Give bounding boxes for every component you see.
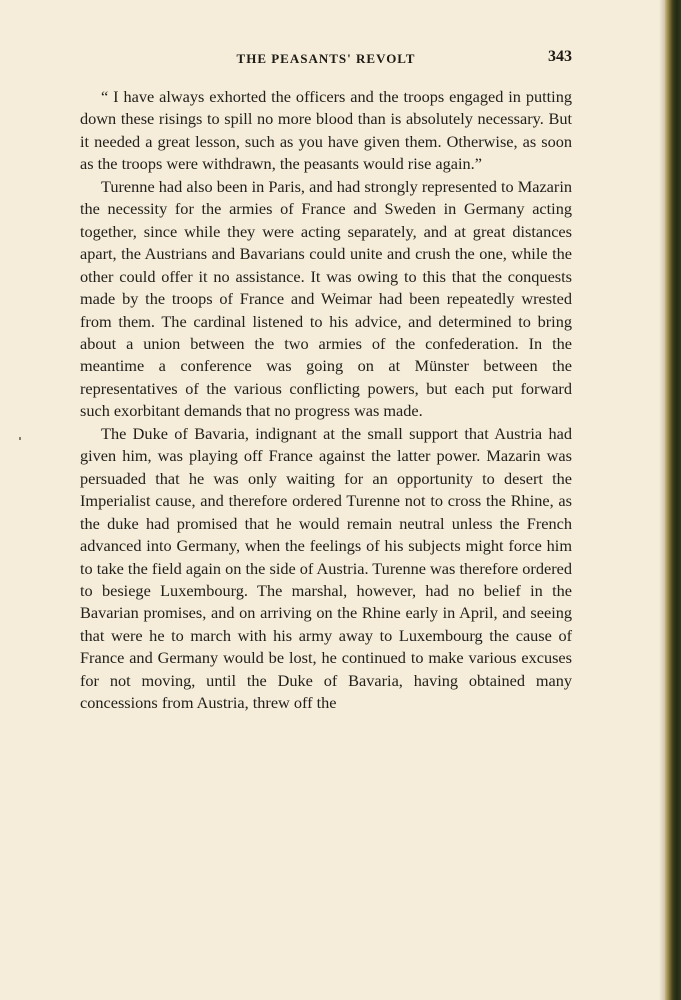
paragraph: “ I have always exhorted the officers and the troops engaged in putting down these risings to spill no more blood than is absolutely necessary. But it needed a great lesson, such as you have given them. Otherwise, as soon as the troops were withdrawn, the peasants would rise again.” <box>80 87 572 174</box>
running-title: THE PEASANTS' REVOLT <box>236 51 416 66</box>
page-number: 343 <box>548 48 572 65</box>
page-header <box>80 48 572 70</box>
book-spine-edge <box>665 0 681 1000</box>
paragraph: Turenne had also been in Paris, and had strongly represented to Mazarin the necessity for the armies of France and Sweden in Germany acting together, since while they were acting separately, and at great distances apart, the Austrians and Bavarians could unite and crush the one, while the other could offer it no assistance. It was owing to this that the conquests made by the troops of France and Weimar had been repeatedly wrested from them. The cardinal listened to his advice, and determined to bring about a union between the two armies of the confederation. In the meantime a conference was going on at Münster between the representatives of the various conflicting powers, but each put forward such exorbitant demands that no progress was made. <box>80 176 572 421</box>
body-text <box>80 86 572 715</box>
margin-speck <box>19 437 21 440</box>
paragraph: The Duke of Bavaria, indignant at the small support that Austria had given him, was playing off France against the latter power. Mazarin was persuaded that he was only waiting for an opportunity to desert the Imperialist cause, and therefore ordered Turenne not to cross the Rhine, as the duke had promised that he would remain neutral unless the French advanced into Germany, when the feelings of his subjects might force him to take the field again on the side of Austria. Turenne was therefore ordered to besiege Luxembourg. The marshal, however, had no belief in the Bavarian promises, and on arriving on the Rhine early in April, and seeing that were he to march with his army away to Luxembourg the cause of France and Germany would be lost, he continued to make various excuses for not moving, until the Duke of Bavaria, having obtained many concessions from Austria, threw off the <box>80 423 572 713</box>
